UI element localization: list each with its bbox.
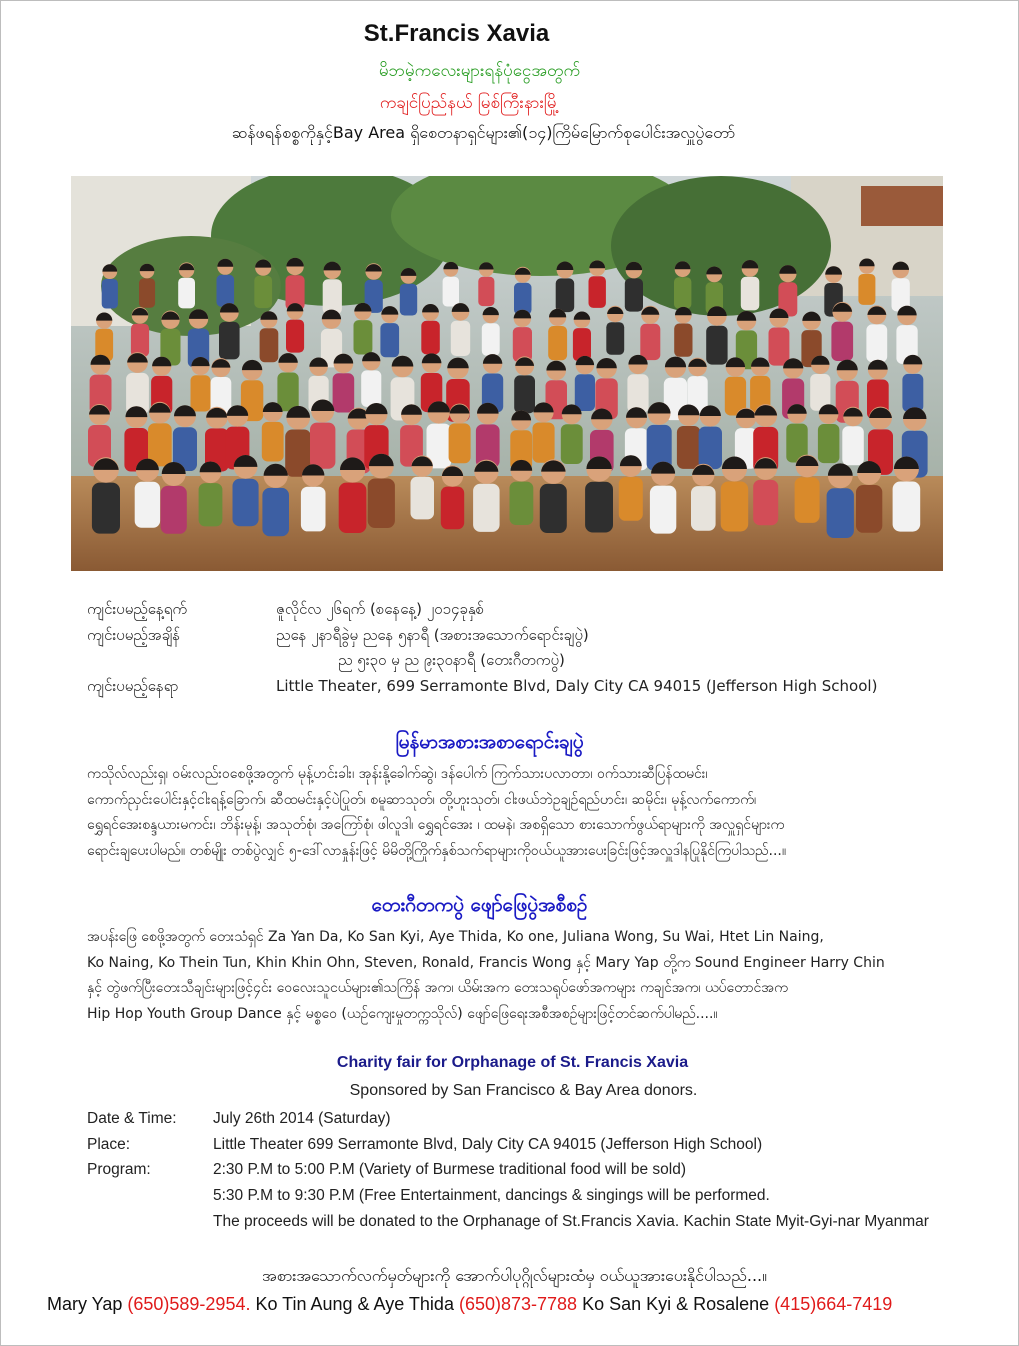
contact-3-name: Ko San Kyi & Rosalene [577,1294,775,1314]
person-body [721,482,749,532]
contact-3-phone: (415)664-7419 [774,1294,893,1314]
person-body [411,477,435,520]
person-body [135,482,160,528]
person-body [333,373,355,412]
person-body [866,324,887,362]
person-body [131,324,149,357]
person-body [902,374,923,412]
person-body [451,321,470,356]
time-value-my-1: ညနေ ၂နာရီခွဲမှ ညနေ ၅နာရီ (အစားအသောက်ရောင်းချပွဲ) [276,626,589,644]
person-body [674,324,692,357]
program-line-3: The proceeds will be donated to the Orphanage of St.Francis Xavia. Kachin State Myit-Gyi-nar Myanmar [213,1213,929,1230]
person-body [533,423,555,463]
person-body [706,326,727,365]
person-body [478,277,494,306]
person-body [769,328,790,366]
time-value-my-2: ည ၅း၃၀ မှ ည ၉း၃၀နာရီ (တေးဂီတကပွဲ) [338,651,565,669]
person-body [795,477,820,523]
group-photo-illustration [71,176,943,571]
person-body [219,322,240,360]
program-line-1: 2:30 P.M to 5:00 P.M (Variety of Burmese traditional food will be sold) [213,1161,686,1178]
flyer-title: St.Francis Xavia [363,20,550,47]
person-body [514,375,535,413]
time-label-my: ကျင်းပမည့်အချိန် [87,626,181,644]
place-label-en: Place: [87,1136,131,1153]
person-body [473,484,500,532]
person-body [627,374,648,413]
contact-1-name: Mary Yap [47,1294,128,1314]
person-body [585,482,613,533]
person-body [818,424,840,463]
person-body [161,486,187,534]
group-photo [71,176,943,571]
person-body [443,277,459,307]
person-body [368,479,395,529]
person-body [102,279,118,309]
person-body [510,482,534,525]
person-body [674,277,691,309]
food-section-heading: မြန်မာအစားအစာရောင်းချပွဲ [395,731,584,753]
contact-1-phone: (650)589-2954. [127,1294,251,1314]
english-title: Charity fair for Orphanage of St. Francis Xavia [336,1054,689,1071]
person-body [254,276,272,308]
subtitle-donors: ဆန်ဖရန်စစ္စကိုနှင့်Bay Area ရှိစေတနာရှင်များ၏(၁၄)ကြိမ်မြောက်စုပေါင်းအလှူပွဲတော် [231,123,736,142]
date-value-en: July 26th 2014 (Saturday) [213,1110,391,1127]
person-body [199,483,223,526]
person-body [310,423,335,469]
person-body [217,275,235,307]
person-body [650,486,676,534]
music-line-1: အပန်းဖြေ စေဖို့အတွက် တေးသံရှင် Za Yan Da, Ko San Kyi, Aye Thida, Ko one, Juliana Wong, Su Wai, Htet Lin Naing, [87,929,824,945]
music-section-heading: တေးဂီတကပွဲ ဖျော်ဖြေပွဲအစီစဉ် [371,894,588,916]
music-line-2: Ko Naing, Ko Thein Tun, Khin Khin Ohn, Steven, Ronald, Francis Wong နှင့် Mary Yap တို့က Sound Engineer Harry Chin [87,954,885,971]
person-body [561,424,583,464]
food-line-3: ရွှေရင်အေးစန္ဒယားမကင်း၊ ဘိန်းမုန့်၊ အသုတ်စုံ၊ အကြော်စုံ၊ ဖါလူဒါ၊ ရွှေရင်အေး ၊ ထမနဲ၊ အစရှိသော စားသောက်ဖွယ်ရာများကို အလှူရှင်များက [87,817,785,833]
person-body [286,320,304,353]
person-body [421,321,440,355]
date-value-my: ဇူလိုင်လ ၂၆ရက် (စနေနေ့) ၂၀၁၄ခုနှစ် [276,600,485,618]
person-body [827,488,854,538]
ticket-note: အစားအသောက်လက်မှတ်များကို အောက်ပါပုဂ္ဂိုလ်များထံမှ ဝယ်ယူအားပေးနိုင်ပါသည်...။ [262,1266,767,1285]
person-body [893,482,921,532]
person-body [556,278,575,312]
person-body [548,326,567,360]
person-body [741,277,760,311]
person-body [139,278,155,307]
person-body [858,274,875,305]
person-body [482,323,500,356]
person-body [262,488,289,536]
person-body [856,485,882,533]
person-body [191,375,211,411]
person-body [380,323,399,357]
person-body [625,278,643,311]
person-body [262,422,284,462]
place-label-my: ကျင်းပမည့်နေရာ [87,677,179,695]
person-body [589,276,606,308]
person-body [677,426,701,469]
place-value-my: Little Theater, 699 Serramonte Blvd, Daly City CA 94015 (Jefferson High School) [276,677,878,695]
person-body [92,483,120,534]
person-body [691,486,716,531]
subtitle-orphan-fund: မိဘမဲ့ကလေးများရန်ပုံငွေအတွက် [378,61,581,81]
english-subtitle: Sponsored by San Francisco & Bay Area donors. [349,1082,698,1099]
contact-2-name: Ko Tin Aung & Aye Thida [250,1294,459,1314]
food-line-1: ကသိုလ်လည်းရှ၊ ဝမ်းလည်းဝစေဖို့အတွက် မုန့်ဟင်းခါး၊ အုန်းနို့ခေါက်ဆွဲ၊ ဒန်ပေါက် ကြက်သားပလာတာ၊ ဝက်သားဆီပြန်ထမင်း၊ [87,766,708,782]
music-line-4: Hip Hop Youth Group Dance နှင့် မစ္စဝေ (ယဉ်ကျေးမှုတက္ကသိုလ်) ဖျော်ဖြေရေးအစီအစဉ်များဖြင့်တင်ဆက်ပါမည်....။ [87,1005,718,1022]
person-body [361,370,381,407]
person-body [640,324,660,360]
person-body [441,487,464,530]
food-line-4: ရောင်းချပေးပါမည်။ တစ်မျိုး တစ်ပွဲလျှင် ၅-ဒေါ်လာနှုန်းဖြင့် မိမိတို့ကြိုက်နှစ်သက်ရာများကိုဝယ်ယူအားပေးခြင်းဖြင့်အလှူဒါနပြုနိုင်ကြပါသည်...။ [87,842,787,859]
person-body [178,278,195,309]
person-body [233,479,259,526]
person-body [831,322,853,361]
food-section-body [87,762,947,864]
person-body [260,328,279,362]
person-body [540,484,567,533]
food-line-2: ကောက်ညှင်းပေါင်းနှင့်ငါးရန့်ခြောက်၊ ဆီထမင်းနှင့်ပဲပြုတ်၊ စမူဆာသုတ်၊ တို့ဟူးသုတ်၊ ငါးဖယ်ဘဲဥချဉ်ရည်ဟင်း၊ ဆမိုင်း၊ မုန့်လက်ကောက်၊ [87,791,757,808]
person-body [354,320,373,354]
person-body [301,487,326,532]
person-body [339,483,367,533]
person-body [753,480,778,525]
person-body [449,423,471,463]
person-body [573,328,591,361]
program-label-en: Program: [87,1161,151,1178]
person-body [842,426,864,465]
person-body [619,477,643,521]
subtitle-location: ကချင်ပြည်နယ် မြစ်ကြီးနားမြို့ [379,93,560,113]
place-value-en: Little Theater 699 Serramonte Blvd, Daly City CA 94015 (Jefferson High School) [213,1136,763,1153]
date-label-en: Date & Time: [87,1110,177,1127]
person-body [277,373,298,412]
date-label-my: ကျင်းပမည့်နေ့ရက် [87,600,188,618]
contact-2-phone: (650)873-7788 [458,1294,578,1314]
music-section-body [87,925,947,1027]
program-line-2: 5:30 P.M to 9:30 P.M (Free Entertainment, dancings & singings will be performed. [213,1187,770,1204]
person-body [699,427,722,470]
contact-line [47,1294,892,1315]
person-body [323,279,342,314]
music-line-3: နှင့် တွဲဖက်ပြီးတေးသီချင်းများဖြင့်၄င်း ဝေလေးသူငယ်များ၏သကြိန် အက၊ ယိမ်းအက တေးသရုပ်ဖော်အကများ ကချင်အက၊ ယပ်တောင်အက [87,980,788,996]
person-body [400,284,417,316]
person-body [606,322,624,355]
person-body [575,374,595,411]
